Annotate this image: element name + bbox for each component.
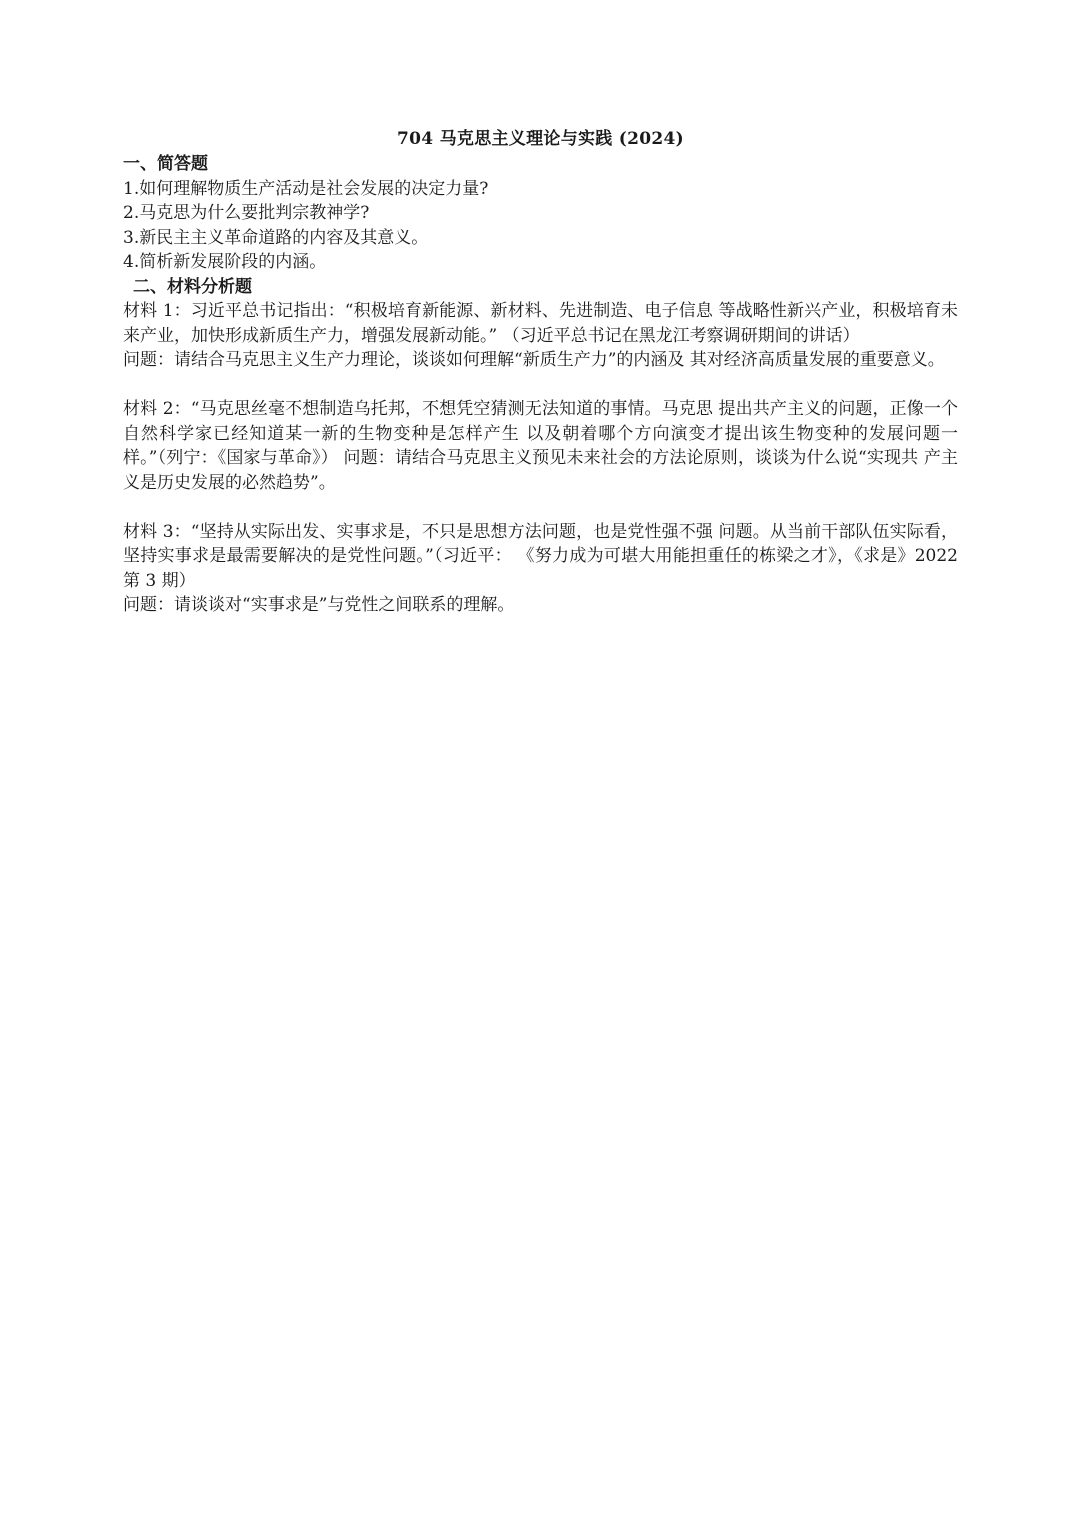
question-1: 1.如何理解物质生产活动是社会发展的决定力量?: [123, 178, 489, 199]
question-2: 2.马克思为什么要批判宗教神学?: [123, 203, 370, 223]
document-content: [123, 126, 958, 618]
question-4: 4.简析新发展阶段的内涵。: [123, 252, 327, 272]
material-2-text: 材料 2：“马克思丝毫不想制造乌托邦，不想凭空猜测无法知道的事情。马克思 提出共产主义的问题，正像一个自然科学家已经知道某一新的生物变种是怎样产生 以及朝着哪个方向演变才提出该生物变种的发展问题一样。”（列宁：《国家与革命》） 问题：请结合马克思主义预见未来社会的方法论原则，谈谈为什么说“实现共 产主义是历史发展的必然趋势”。: [123, 399, 958, 493]
material-3-question: 问题：请谈谈对“实事求是”与党性之间联系的理解。: [123, 595, 515, 615]
material-3-text: 材料 3：“坚持从实际出发、实事求是，不只是思想方法问题，也是党性强不强 问题。从当前干部队伍实际看，坚持实事求是最需要解决的是党性问题。”（习近平： 《努力成为可堪大用能担重任的栋梁之才》，《求是》2022 第 3 期）: [123, 521, 958, 591]
section-heading-material-analysis: 二、材料分析题: [133, 276, 252, 297]
material-1-text: 材料 1：习近平总书记指出：“积极培育新能源、新材料、先进制造、电子信息 等战略性新兴产业，积极培育未来产业，加快形成新质生产力，增强发展新动能。” （习近平总书记在黑龙江考察调研期间的讲话）: [123, 301, 958, 346]
paragraph-spacer: [123, 495, 958, 520]
paragraph-spacer: [123, 373, 958, 398]
section-heading-short-answer: 一、简答题: [123, 154, 208, 174]
material-1-question: 问题：请结合马克思主义生产力理论，谈谈如何理解“新质生产力”的内涵及 其对经济高质量发展的重要意义。: [123, 350, 945, 370]
question-3: 3.新民主主义革命道路的内容及其意义。: [123, 227, 429, 248]
document-title: 704 马克思主义理论与实践 (2024): [396, 129, 685, 149]
